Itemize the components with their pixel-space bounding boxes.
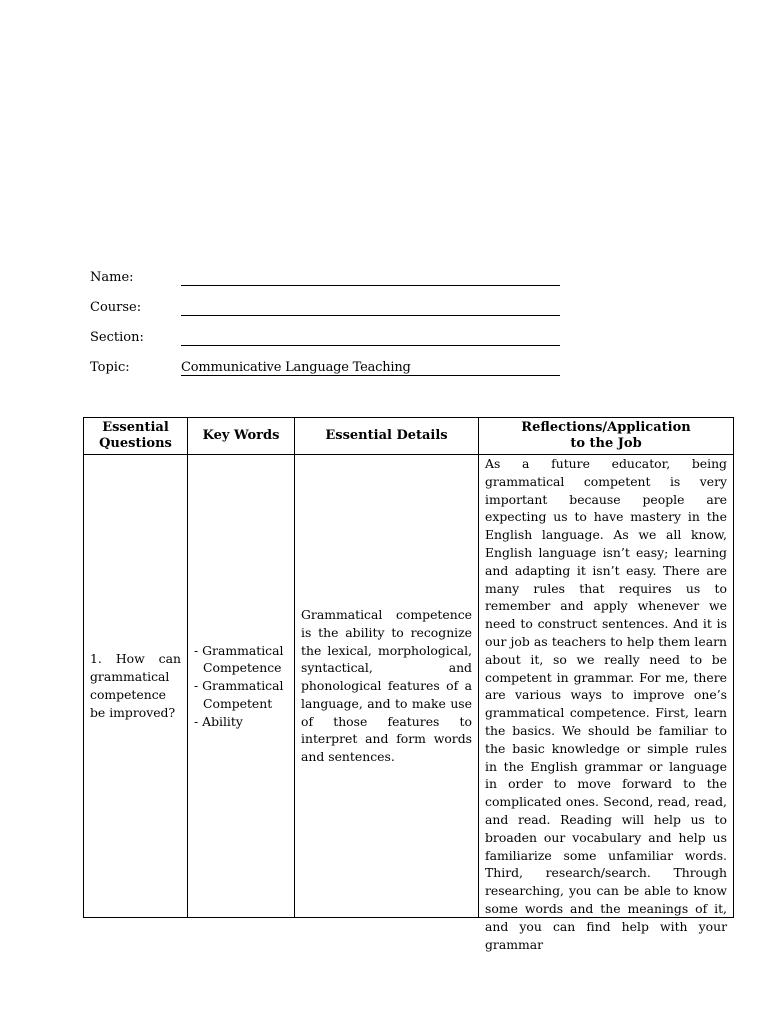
student-info-fields [90,268,560,388]
key-word-item [194,642,288,678]
header-questions-line2: Questions [99,436,172,451]
course-field-line[interactable] [181,315,560,316]
section-label: Section: [90,330,144,345]
header-key-words: Key Words [188,418,295,455]
key-word-line: Competence [203,660,282,676]
course-row [90,298,560,328]
key-words-cell [188,455,295,918]
essential-details-cell: Grammatical competence is the ability to recognize the lexical, morphological, syntactical, and phonological features of a language, and to make use of those features to interpret and form words and sentences. [295,455,479,918]
essential-questions-table [83,417,734,952]
header-essential-details: Essential Details [295,418,479,455]
topic-value: Communicative Language Teaching [181,360,411,375]
name-label: Name: [90,270,134,285]
topic-field-line [181,375,560,376]
header-reflections [479,418,734,455]
topic-row [90,358,560,388]
reflection-cell [479,455,734,952]
table-row [84,455,734,918]
key-word-line: - Grammatical [194,642,284,658]
header-reflections-line2: to the Job [570,436,642,451]
section-field-line[interactable] [181,345,560,346]
key-word-line: - Grammatical [194,678,284,694]
question-cell: 1. How can grammatical competence be improved? [84,455,188,918]
key-word-line: - Ability [194,713,243,729]
header-reflections-line1: Reflections/Application [521,420,691,435]
key-word-item [194,713,288,731]
reflection-text: As a future educator, being grammatical competent is very important because people are expecting us to have mastery in the English language. As we all know, English language isn’t easy; learning and adapting it isn’t easy. There are many rules that requires us to remember and apply whenever we need to construct sentences. And it is our job as teachers to help them learn about it, so we really need to be competent in grammar. For me, there are various ways to improve one’s grammatical competence. First, learn the basics. We should be familiar to the basic knowledge or simple rules in the English grammar or language in order to move forward to the complicated ones. Second, read, read, and read. Reading will help us to broaden our vocabulary and help us familiarize some unfamiliar words. Third, research/search. Through researching, you can be able to know some words and the meanings of it, and you can find help with your grammar [485,456,727,952]
section-row [90,328,560,358]
name-row [90,268,560,298]
table-header-row [84,418,734,455]
topic-label: Topic: [90,360,130,375]
key-word-line: Competent [203,695,273,711]
key-word-item [194,677,288,713]
course-label: Course: [90,300,142,315]
header-questions-line1: Essential [102,420,169,435]
name-field-line[interactable] [181,285,560,286]
header-essential-questions [84,418,188,455]
